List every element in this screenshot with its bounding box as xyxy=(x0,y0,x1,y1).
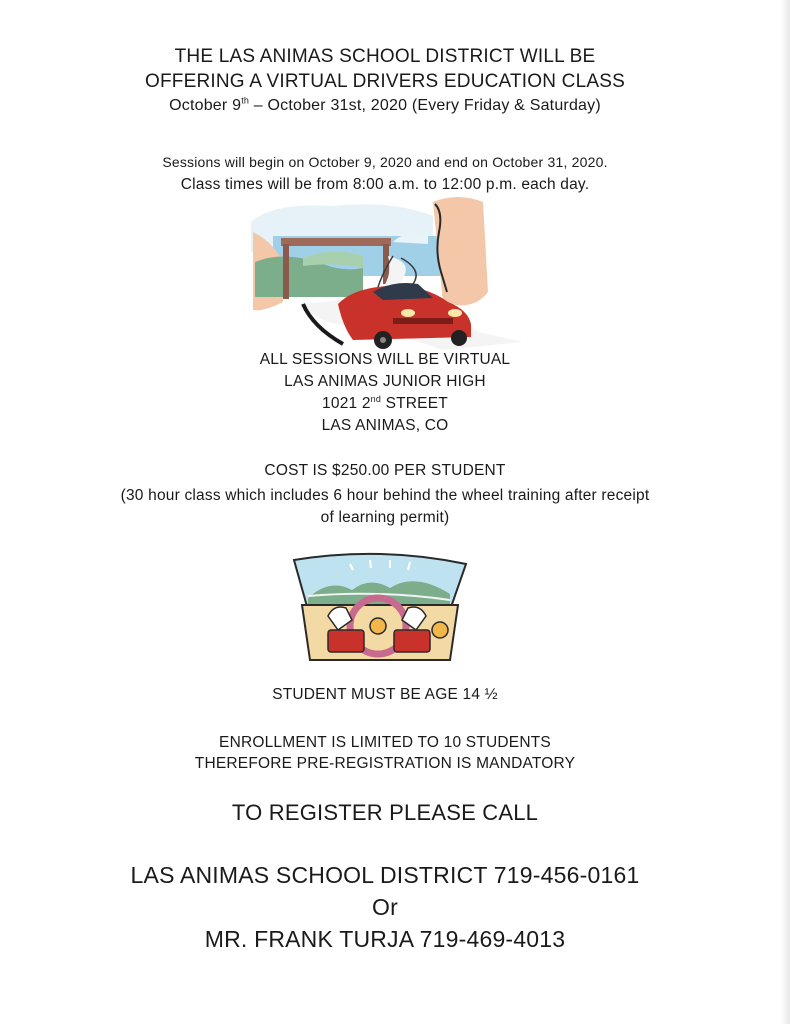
dates-start: October 9 xyxy=(169,97,242,114)
enrollment-line-2: THEREFORE PRE-REGISTRATION IS MANDATORY xyxy=(194,755,576,772)
register-heading: TO REGISTER PLEASE CALL xyxy=(231,800,539,825)
enrollment-line-1: ENROLLMENT IS LIMITED TO 10 STUDENTS xyxy=(219,734,551,751)
age-requirement: STUDENT MUST BE AGE 14 ½ xyxy=(272,686,498,703)
car-road-illustration xyxy=(243,192,523,352)
dates-rest: – October 31st, 2020 (Every Friday & Saturday) xyxy=(249,97,601,114)
register-or: Or xyxy=(372,894,398,920)
address-pre: 1021 2 xyxy=(322,395,371,412)
register-contact-1: LAS ANIMAS SCHOOL DISTRICT 719-456-0161 xyxy=(130,862,640,888)
steering-wheel-illustration xyxy=(290,550,470,670)
location-line-2: LAS ANIMAS JUNIOR HIGH xyxy=(284,373,486,390)
dates-start-sup: th xyxy=(241,95,250,106)
header-line-2: OFFERING A VIRTUAL DRIVERS EDUCATION CLASS xyxy=(145,71,625,92)
location-address xyxy=(0,395,770,413)
header-line-1: THE LAS ANIMAS SCHOOL DISTRICT WILL BE xyxy=(174,46,596,67)
address-post: STREET xyxy=(381,395,448,412)
page-edge-shadow xyxy=(780,0,790,1024)
address-sup: nd xyxy=(370,393,382,404)
header-dates xyxy=(0,97,770,115)
cost-line-2: (30 hour class which includes 6 hour behind the wheel training after receipt xyxy=(120,487,650,504)
cost-line-3: of learning permit) xyxy=(320,509,450,526)
location-line-4: LAS ANIMAS, CO xyxy=(321,417,449,434)
cost-line-1: COST IS $250.00 PER STUDENT xyxy=(264,462,506,479)
sessions-line-2: Class times will be from 8:00 a.m. to 12:00 p.m. each day. xyxy=(180,176,590,193)
sessions-line-1: Sessions will begin on October 9, 2020 and end on October 31, 2020. xyxy=(162,154,608,170)
register-contact-2: MR. FRANK TURJA 719-469-4013 xyxy=(204,926,566,952)
location-line-1: ALL SESSIONS WILL BE VIRTUAL xyxy=(259,351,511,368)
